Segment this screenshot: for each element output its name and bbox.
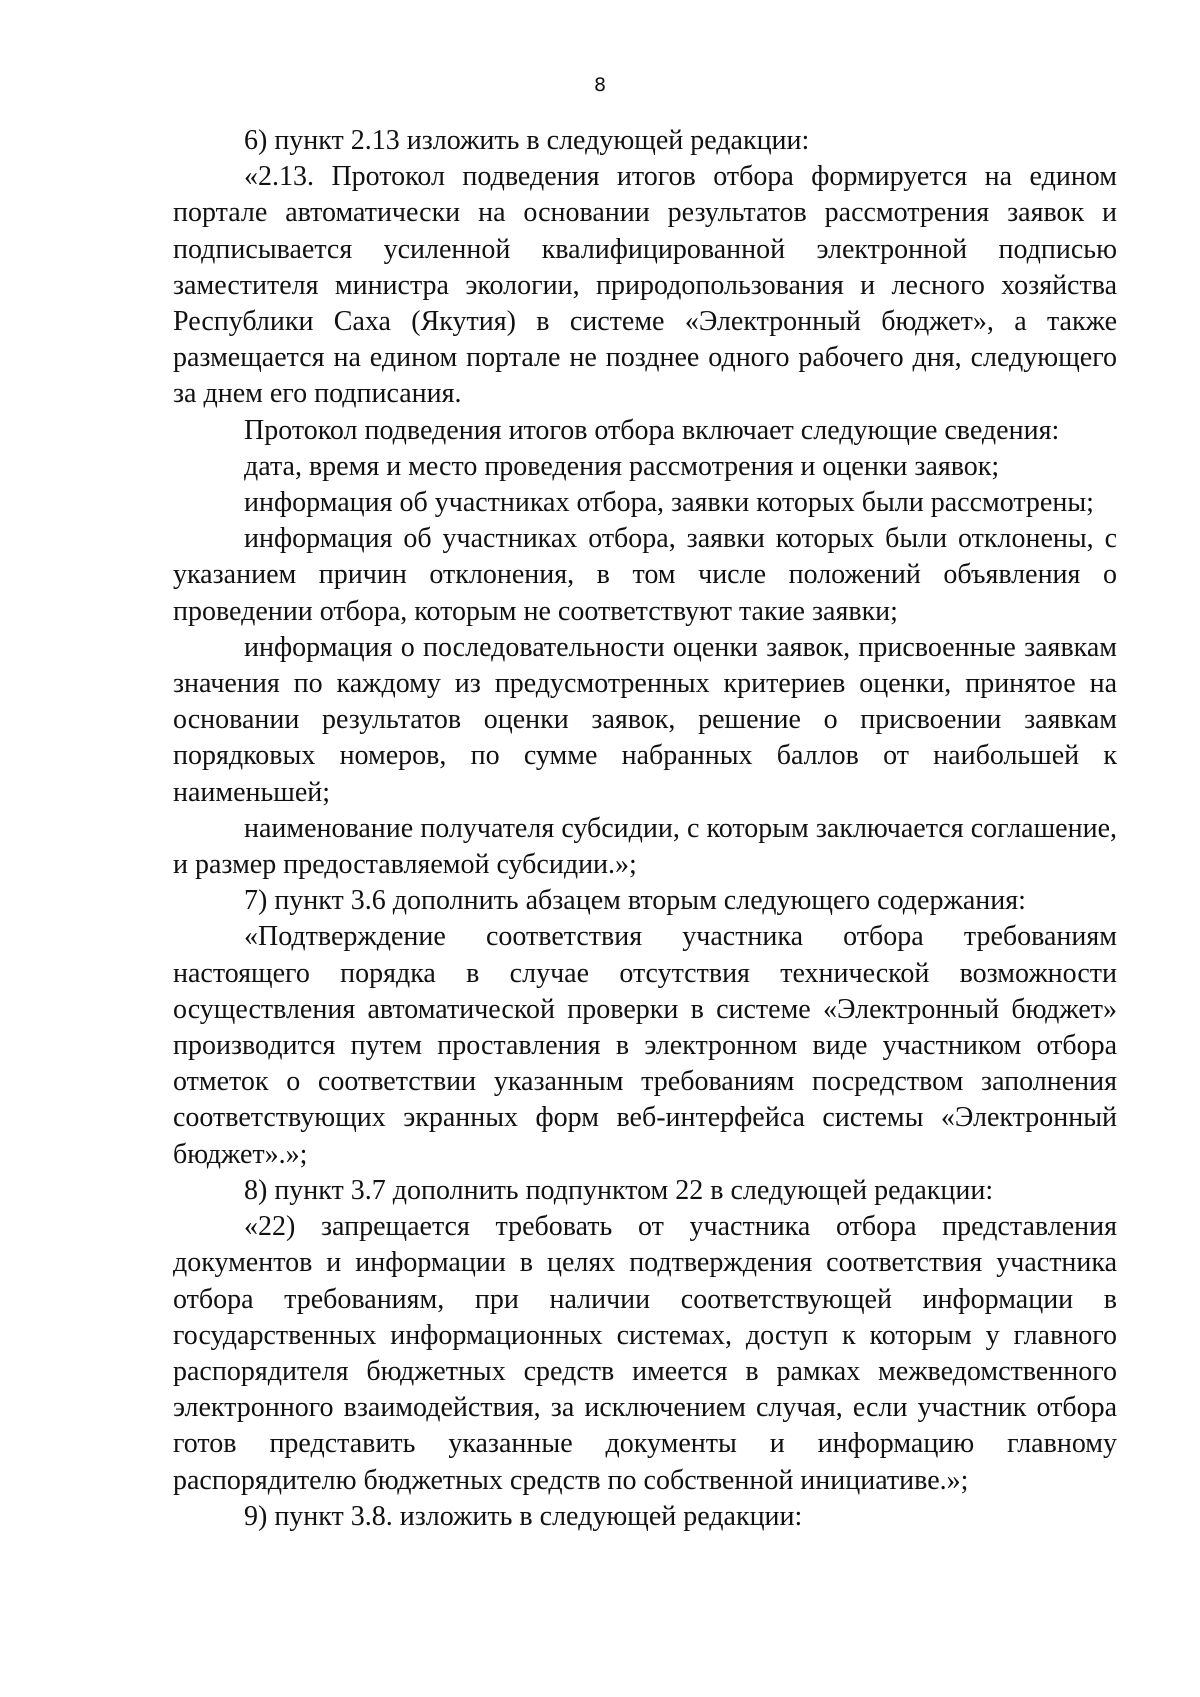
paragraph-participants-rejected: информация об участниках отбора, заявки которых были отклонены, с указанием причин отклонения, в том числе положений объявления о проведении отбора, которым не соответствуют такие заявки;: [173, 523, 1117, 627]
paragraph-participants-reviewed: информация об участниках отбора, заявки которых были рассмотрены;: [244, 487, 1094, 519]
paragraph-subitem-22: «22) запрещается требовать от участника отбора представления документов и информации в целях подтверждения соответствия участника отбора требованиям, при наличии соответствующей информации в государственных информационных системах, доступ к которым у главного распорядителя бюджетных средств имеется в рамках межведомственного электронного взаимодействия, за исключением случая, если участник отбора готов представить указанные документы и информацию главному распорядителю бюджетных средств по собственной инициативе.»;: [173, 1211, 1117, 1496]
document-body: [173, 123, 1117, 1535]
paragraph-date-time-place: дата, время и место проведения рассмотрения и оценки заявок;: [244, 450, 1000, 482]
paragraph-item-6: 6) пункт 2.13 изложить в следующей редакции:: [244, 125, 810, 156]
paragraph-item-8: 8) пункт 3.7 дополнить подпунктом 22 в следующей редакции:: [244, 1174, 994, 1206]
paragraph-protocol-contents: Протокол подведения итогов отбора включает следующие сведения:: [244, 414, 1060, 446]
page-number: 8: [593, 74, 607, 96]
paragraph-item-7: 7) пункт 3.6 дополнить абзацем вторым следующего содержания:: [244, 885, 1026, 917]
paragraph-protocol-2-13: «2.13. Протокол подведения итогов отбора формируется на едином портале автоматически на основании результатов рассмотрения заявок и подписывается усиленной квалифицированной электронной подписью заместителя министра экологии, природопользования и лесного хозяйства Республики Саха (Якутия) в системе «Электронный бюджет», а также размещается на едином портале не позднее одного рабочего дня, следующего за днем его подписания.: [173, 161, 1117, 410]
paragraph-recipient-name: наименование получателя субсидии, с которым заключается соглашение, и размер предоставляемой субсидии.»;: [173, 812, 1117, 881]
paragraph-compliance-confirmation: «Подтверждение соответствия участника отбора требованиям настоящего порядка в случае отсутствия технической возможности осуществления автоматической проверки в системе «Электронный бюджет» производится путем проставления в электронном виде участником отбора отметок о соответствии указанным требованиям посредством заполнения соответствующих экранных форм веб-интерфейса системы «Электронный бюджет».»;: [173, 921, 1117, 1170]
paragraph-evaluation-sequence: информация о последовательности оценки заявок, присвоенные заявкам значения по каждому из предусмотренных критериев оценки, принятое на основании результатов оценки заявок, решение о присвоении заявкам порядковых номеров, по сумме набранных баллов от наибольшей к наименьшей;: [173, 631, 1117, 808]
paragraph-item-9: 9) пункт 3.8. изложить в следующей редакции:: [244, 1500, 803, 1532]
